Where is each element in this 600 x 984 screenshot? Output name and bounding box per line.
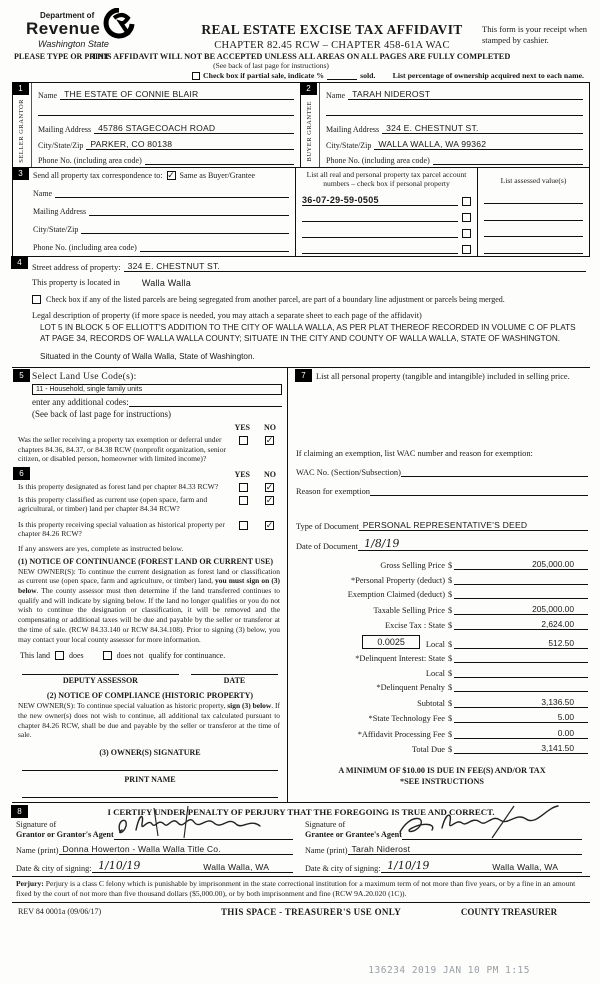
form-header [12, 8, 590, 51]
additional-codes-label: enter any additional codes: [32, 397, 129, 408]
buyer-city-field[interactable]: WALLA WALLA, WA 99362 [374, 139, 583, 150]
taxable-selling-price-label: Taxable Selling Price [373, 605, 445, 615]
logo-revenue-text: Revenue [26, 18, 101, 38]
grantee-date-value: 1/10/19 [385, 858, 430, 872]
state-technology-fee-value[interactable]: 5.00 [454, 712, 588, 723]
form-footer [12, 903, 590, 917]
total-due-value[interactable]: 3,141.50 [454, 743, 588, 754]
grantee-date-field[interactable] [381, 859, 465, 873]
grantor-signature-field[interactable] [114, 820, 293, 840]
buyer-section [301, 82, 590, 168]
section-4-number: 4 [11, 256, 28, 269]
if-yes-note: If any answers are yes, complete as instructed below. [18, 543, 184, 553]
date-of-document-label: Date of Document [296, 542, 358, 552]
historic-no-checkbox[interactable]: ✓ [265, 519, 274, 530]
grantee-name-print-label: Name (print) [305, 845, 348, 855]
current-use-question: Is this property classified as current use (open space, farm and agricultural, or timber) land per chapter 84.34 RCW? [18, 494, 208, 514]
this-land-label: This land [20, 651, 50, 661]
seller-phone-field[interactable] [145, 155, 294, 165]
grantee-sig-label: Signature of Grantee or Grantee's Agent [305, 820, 402, 840]
excise-tax-local-value[interactable]: 512.50 [454, 638, 588, 649]
dor-logo-mark [102, 8, 136, 40]
corr-phone-label: Phone No. (including area code) [33, 243, 137, 252]
assessed-field-1[interactable] [484, 195, 583, 204]
same-as-buyer-checkbox[interactable]: ✓ [167, 170, 175, 180]
yes-header-2: YES [234, 469, 250, 479]
additional-codes-field[interactable] [129, 398, 282, 407]
grantor-sig-label: Signature of Grantor or Grantor's Agent [16, 820, 114, 840]
does-label: does [69, 651, 84, 661]
grantee-signature-block [301, 820, 590, 873]
type-of-document-field[interactable]: PERSONAL REPRESENTATIVE'S DEED [359, 520, 588, 531]
treasurer-space-label: THIS SPACE - TREASURER'S USE ONLY [220, 906, 402, 917]
section-5-number: 5 [13, 369, 30, 382]
see-back-instructions: (See back of last page for instructions) [32, 409, 171, 420]
assessed-field-2[interactable] [484, 212, 583, 221]
seller-city-field[interactable]: PARKER, CO 80138 [86, 139, 294, 150]
buyer-name-field[interactable]: TARAH NIDEROST [348, 89, 583, 100]
percent-sold-field[interactable] [327, 72, 357, 80]
corr-city-field[interactable] [81, 224, 289, 234]
buyer-phone-field[interactable] [433, 155, 583, 165]
seller-address-field[interactable]: 45786 STAGECOACH ROAD [94, 123, 294, 134]
notice-continuance-body: NEW OWNER(S): To continue the current designation as forest land or classification as current use (open space, farm and agriculture, or timber) land, you must sign on (3) below. The county assessor must then determine if the land transferred continues to qualify and will indicate by signing below. If the land no longer qualifies or you do not wish to continue the designation or classification, it will be removed and the compensating or additional taxes will be due and payable by the seller or transferor at the time of sale. (RCW 84.33.140 or RCW 84.34.108). Prior to signing (3) below, you may contact your local county assessor for more information. [18, 566, 280, 644]
grantor-signature-block [12, 820, 301, 873]
exemption-no-checkbox[interactable]: ✓ [265, 435, 274, 446]
subtotal-label: Subtotal [417, 698, 445, 708]
current-use-no-checkbox[interactable]: ✓ [265, 494, 274, 505]
current-use-yes-checkbox[interactable] [239, 496, 248, 505]
sold-label: sold. [360, 71, 376, 80]
does-not-label: does not [116, 651, 144, 661]
excise-tax-local-label: Local [425, 639, 445, 649]
parcel-checkbox-2[interactable] [462, 213, 471, 222]
parcel-field-1[interactable]: 36-07-29-59-0505 [302, 195, 458, 206]
send-correspondence-label: Send all property tax correspondence to: [33, 171, 163, 180]
parcel-checkbox-4[interactable] [462, 245, 471, 254]
buyer-address-label: Mailing Address [326, 125, 380, 134]
located-in-value: Walla Walla [141, 278, 191, 288]
does-qualify-checkbox[interactable] [55, 651, 64, 660]
logo-state-text: Washington State [38, 39, 109, 49]
exemption-claim-note: If claiming an exemption, list WAC number and reason for exemption: [296, 449, 533, 459]
please-type-note: PLEASE TYPE OR PRINT [14, 52, 110, 61]
delinquent-interest-local-value[interactable] [454, 668, 588, 678]
delinquent-penalty-label: *Delinquent Penalty [376, 683, 445, 693]
deputy-date-label: DATE [191, 674, 278, 685]
grantor-name-print-label: Name (print) [16, 845, 59, 855]
grantee-city-field[interactable]: Walla Walla, WA [464, 862, 582, 873]
delinquent-interest-state-label: *Delinquent Interest: State [355, 654, 445, 664]
section-2-number: 2 [300, 82, 317, 95]
reason-field[interactable] [370, 486, 588, 496]
parcel-field-3[interactable] [302, 229, 458, 238]
total-due-label: Total Due [411, 745, 445, 755]
legal-description-label: Legal description of property (if more space is needed, you may attach a separate sheet to each page of the affidavit) [32, 311, 422, 320]
form-revision-number: REV 84 0001a (09/06/17) [18, 906, 102, 916]
see-back-note: (See back of last page for instructions) [213, 61, 329, 70]
located-in-label: This property is located in [32, 278, 120, 287]
corr-name-label: Name [33, 189, 53, 198]
form-title: REAL ESTATE EXCISE TAX AFFIDAVIT [201, 22, 463, 37]
grantee-date-city-label: Date & city of signing: [305, 863, 381, 873]
grantor-city-field[interactable]: Walla Walla, WA [175, 862, 293, 873]
date-of-document-field[interactable] [358, 537, 588, 551]
section-8-number: 8 [11, 805, 28, 818]
personal-property-deduct-value[interactable] [454, 575, 588, 585]
delinquent-interest-state-value[interactable] [454, 653, 588, 663]
partial-sale-label: Check box if partial sale, indicate % [203, 71, 325, 80]
grantor-date-city-label: Date & city of signing: [16, 863, 92, 873]
seller-name-field[interactable]: THE ESTATE OF CONNIE BLAIR [60, 89, 294, 100]
no-header: NO [264, 423, 276, 433]
minimum-due-note: A MINIMUM OF $10.00 IS DUE IN FEE(S) AND/OR TAX *SEE INSTRUCTIONS [338, 766, 546, 786]
street-address-field[interactable]: 324 E. CHESTNUT ST. [124, 261, 586, 272]
notice-compliance-body: NEW OWNER(S): To continue special valuation as historic property, sign (3) below. If the new owner(s) does not wish to continue, all additional tax calculated pursuant to chapter 84.26 RCW, shall be due and payable by the seller or transferor at the time of sale. [18, 701, 280, 740]
affidavit-processing-fee-label: *Affidavit Processing Fee [357, 729, 445, 739]
certify-statement: I CERTIFY UNDER PENALTY OF PERJURY THAT THE FOREGOING IS TRUE AND CORRECT. [107, 806, 495, 817]
taxable-selling-price-value[interactable]: 205,000.00 [454, 604, 588, 615]
form-subtitle: CHAPTER 82.45 RCW – CHAPTER 458-61A WAC [214, 40, 450, 51]
assessed-values-header: List assessed value(s) [500, 176, 567, 185]
exemption-claimed-label: Exemption Claimed (deduct) [347, 590, 445, 600]
affidavit-processing-fee-value[interactable]: 0.00 [454, 728, 588, 739]
exemption-yes-checkbox[interactable] [239, 436, 248, 445]
print-name-field[interactable] [22, 784, 278, 798]
receipt-note: This form is your receipt when stamped by cashier. [482, 24, 588, 45]
certification-section [12, 803, 590, 903]
parcel-field-4[interactable] [302, 245, 458, 254]
gross-selling-price-label: Gross Selling Price [380, 561, 445, 571]
no-header-2: NO [264, 469, 276, 479]
corr-name-field[interactable] [55, 188, 289, 198]
parcel-checkbox-3[interactable] [462, 229, 471, 238]
buyer-grantee-side-label: BUYER GRANTEE [306, 100, 314, 162]
perjury-notice: Perjury: Perjury is a class C felony which is punishable by imprisonment in the state correctional institution for a maximum term of not more than five years, or by a fine in an amount fixed by the court of not more than five thousand dollars ($5,000.00), or by both imprisonment and fine (RCW 9A.20.020 (1C)). [12, 876, 590, 903]
personal-property-section: 7 List all personal property (tangible and intangible) included in selling price. If claiming an exemption, list WAC number and reason for exemption: WAC No. (Section/Subsection) Reason for exemption Type of Document PERSONAL REPRESENTATIVE'S DEED Date of Document 1/8/19 Gross Selling Price $ 205,000.00 *Personal Property (deduct) $ Exemption Claimed (deduct) $ Taxable Selling Price $ 205,000.00 Excise Tax : State $ 2,624.00 0.0025 Local $ 512.50 *Delinquent Interest: State $ Local $ *Delinquent Penalty $ Subtotal $ 3,136.50 *State Technology Fee $ 5.00 *Affidavit Processing Fee $ 0.00 Total Due $ 3,141.50 A MINIMUM OF $10.00 IS DUE IN FEE(S) AND/OR TAX *SEE INSTRUCTIONS [288, 368, 590, 802]
subtotal-value[interactable]: 3,136.50 [454, 697, 588, 708]
corr-city-label: City/State/Zip [33, 225, 79, 234]
segregated-label: Check box if any of the listed parcels are being segregated from another parcel, are part of a boundary line adjustment or parcels being merged. [46, 295, 505, 304]
street-address-label: Street address of property: [32, 263, 121, 272]
situated-text: Situated in the County of Walla Walla, State of Washington. [40, 352, 255, 362]
buyer-city-label: City/State/Zip [326, 141, 372, 150]
buyer-name2-field[interactable] [326, 106, 583, 116]
grantee-signature-field[interactable] [402, 820, 582, 840]
corr-address-field[interactable] [89, 206, 289, 216]
notice-compliance-title: (2) NOTICE OF COMPLIANCE (HISTORIC PROPERTY) [46, 691, 254, 701]
section-1-number: 1 [12, 82, 29, 95]
seller-grantor-side-label: SELLER GRANTOR [18, 99, 26, 163]
parcel-header: List all real and personal property tax parcel account numbers – check box if personal property [306, 170, 467, 188]
deputy-assessor-label: DEPUTY ASSESSOR [22, 674, 179, 685]
parcel-field-2[interactable] [302, 213, 458, 222]
corr-address-label: Mailing Address [33, 207, 87, 216]
seller-address-label: Mailing Address [38, 125, 92, 134]
forest-yes-checkbox[interactable] [239, 483, 248, 492]
exemption-claimed-value[interactable] [454, 589, 588, 599]
forest-land-question: Is this property designated as forest land per chapter 84.33 RCW? [18, 481, 219, 491]
land-use-section [14, 370, 282, 463]
partial-sale-checkbox[interactable] [192, 72, 200, 80]
treasurer-date-stamp: 136234 2019 JAN 10 PM 1:15 [368, 965, 530, 976]
land-use-title: Select Land Use Code(s): [32, 372, 137, 383]
buyer-name-label: Name [326, 91, 346, 100]
excise-tax-state-label: Excise Tax : State [385, 621, 445, 631]
seller-name2-field[interactable] [38, 106, 294, 116]
section-3-number: 3 [12, 167, 29, 180]
does-not-qualify-checkbox[interactable] [103, 651, 112, 660]
seller-city-label: City/State/Zip [38, 141, 84, 150]
date-of-document-value: 1/8/19 [362, 537, 401, 551]
historic-question: Is this property receiving special valuation as historical property per chapter 84.26 RCW? [18, 519, 225, 539]
segregated-checkbox[interactable] [32, 295, 41, 304]
tax-correspondence-section [12, 168, 590, 257]
ownership-note: List percentage of ownership acquired next to each name. [392, 71, 584, 80]
personal-property-title: List all personal property (tangible and intangible) included in selling price. [316, 372, 570, 382]
forest-no-checkbox[interactable]: ✓ [265, 481, 274, 492]
section-6-number: 6 [13, 467, 30, 480]
same-as-buyer-label: Same as Buyer/Grantee [179, 171, 256, 180]
delinquent-penalty-value[interactable] [454, 682, 588, 692]
print-name-label: PRINT NAME [124, 774, 176, 784]
grantor-name-print-field[interactable]: Donna Howerton - Walla Walla Title Co. [59, 844, 293, 855]
state-technology-fee-label: *State Technology Fee [368, 714, 445, 724]
personal-property-deduct-label: *Personal Property (deduct) [351, 575, 445, 585]
grantee-name-print-field[interactable]: Tarah Niderost [348, 844, 582, 855]
reason-label: Reason for exemption [296, 487, 370, 497]
exemption-question: Was the seller receiving a property tax exemption or deferral under chapters 84.36, 84.37, or 84.38 RCW (nonprofit organization, senior citizen, or disabled person, homeowner with limited income)? [18, 435, 227, 464]
section-7-number: 7 [295, 369, 312, 382]
wac-label: WAC No. (Section/Subsection) [296, 468, 401, 478]
grantor-date-value: 1/10/19 [96, 858, 141, 872]
seller-section [12, 82, 301, 168]
grantor-date-field[interactable] [92, 859, 176, 873]
type-of-document-label: Type of Document [296, 522, 359, 532]
legal-description-text: LOT 5 IN BLOCK 5 OF ELLIOTT'S ADDITION TO THE CITY OF WALLA WALLA, AS PER PLAT THEREOF RECORDED IN VOLUME C OF PLATS AT PAGE 34, RECORDS OF WALLA WALLA COUNTY; SITUATE IN THE CITY AND COUNTY OF WALLA WALLA, STATE OF WASHINGTON. [40, 323, 576, 343]
owners-signature-field[interactable] [22, 757, 278, 771]
corr-phone-field[interactable] [140, 242, 289, 252]
gross-selling-price-value[interactable]: 205,000.00 [454, 559, 588, 570]
seller-phone-label: Phone No. (including area code) [38, 156, 142, 165]
historic-yes-checkbox[interactable] [239, 521, 248, 530]
classification-section [14, 468, 282, 798]
notice-continuance-title: (1) NOTICE OF CONTINUANCE (FOREST LAND OR CURRENT USE) [18, 556, 273, 566]
buyer-address-field[interactable]: 324 E. CHESTNUT ST. [382, 123, 583, 134]
buyer-phone-label: Phone No. (including area code) [326, 156, 430, 165]
yes-header: YES [234, 423, 250, 433]
land-use-code-select[interactable]: 11 - Household, single family units [32, 384, 282, 395]
accept-note: THIS AFFIDAVIT WILL NOT BE ACCEPTED UNLESS ALL AREAS ON ALL PAGES ARE FULLY COMPLETED [91, 52, 511, 61]
county-treasurer-label: COUNTY TREASURER [460, 906, 558, 917]
logo-dept-text: Department of [40, 10, 95, 20]
seller-name-label: Name [38, 91, 58, 100]
wac-field[interactable] [401, 467, 588, 477]
parcel-checkbox-1[interactable] [462, 197, 471, 206]
qualify-label: qualify for continuance. [148, 651, 226, 661]
property-location-section [12, 257, 590, 368]
assessed-field-3[interactable] [484, 228, 583, 237]
local-rate-box[interactable]: 0.0025 [362, 635, 420, 649]
delinquent-interest-local-label: Local [425, 668, 445, 678]
excise-tax-state-value[interactable]: 2,624.00 [454, 619, 588, 630]
owners-signature-label: (3) OWNER(S) SIGNATURE [99, 747, 201, 757]
dor-logo [12, 8, 182, 49]
assessed-field-4[interactable] [484, 245, 583, 254]
